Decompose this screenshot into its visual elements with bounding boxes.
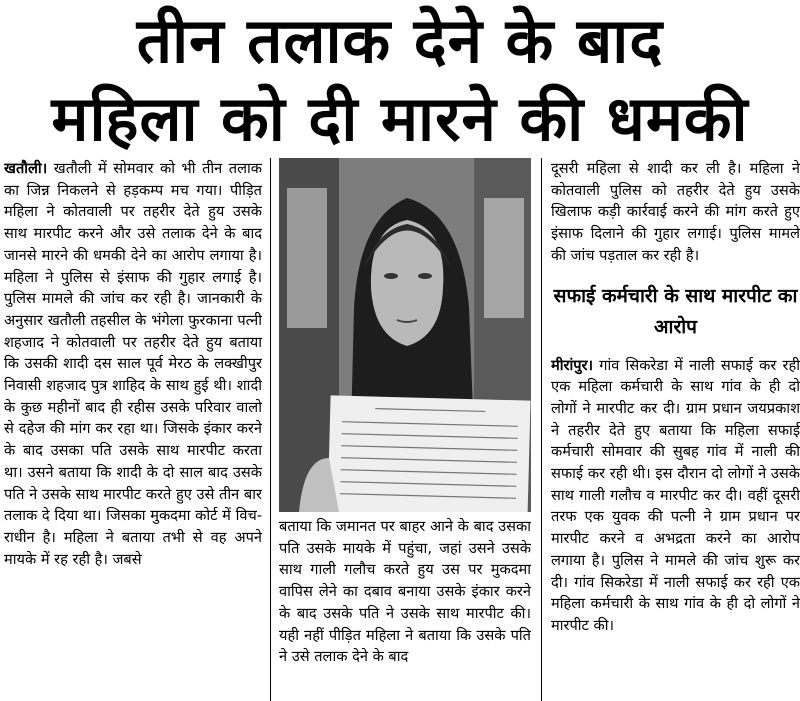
headline-line-1: तीन तलाक देने के बाद [136,4,664,77]
story-column-3 [551,158,800,701]
story-column-1 [4,158,262,701]
news-photo [279,158,531,512]
story-column-2 [279,516,531,701]
dateline: खतौली। [4,160,48,177]
story-body-part-2: बताया कि जमानत पर बाहर आने के बाद उसका पति उसके मायके में पहुंचा, जहां उसने उसके साथ गाली गलौच करते हुय उस पर मुकदमा वापिस लेने का दबाव बनाया उसके इंकार करने के बाद उसके पति ने उसके साथ मारपीट की। यही नहीं पीड़ित महिला ने बताया कि उसके पति ने उसे तलाक देने के बाद [279,518,531,666]
story-body-part-1: खतौली में सोमवार को भी तीन तलाक का जिन्न निकलने से हड़कम्प मच गया। पीड़ित महिला ने कोतवाली पर तहरीर देते हुय उसके साथ मारपीट करने और उसे तलाक देने के बाद जानसे मारने की धमकी देने का आरोप लगाया है। महिला ने पुलिस से इंसाफ की गुहार लगाई है। पुलिस मामले की जांच कर रही है। जानकारी के अनुसार खतौली तहसील के भंगेला फुरकाना पत्नी शहजाद ने कोतवाली पर तहरीर देते हुय बताया कि उसकी शादी दस साल पूर्व मेरठ के लक्खीपुर निवासी शहजाद पुत्र शाहिद के साथ हुई थी। शादी के कुछ महीनों बाद ही रहीस उसके परिवार वालो से दहेज की मांग कर रहा था। जिसके इंकार करने के बाद उसका पति उसके साथ मारपीट करता था। उसने बताया कि शादी के दो साल बाद उसके पति ने उसके साथ मारपीट करते हुए उसे तीन बार तलाक दे दिया था। जिसका मुकदमा कोर्ट में विच-राधीन है। महिला ने बताया तभी से वह अपने मायके में रह रही है। जबसे [4,160,262,568]
story2-dateline: मीरांपुर। [551,356,594,374]
story2-body: गांव सिकरेडा में नाली सफाई कर रही एक महिला कर्मचारी के साथ गांव के ही दो लोगों ने मारपीट कर दी। ग्राम प्रधान जयप्रकाश ने तहरीर देते हुए बताया कि महिला सफाई कर्मचारी सोमवार की सुबह गांव में नाली की सफाई कर रही थी। इस दौरान दो लोगों ने उसके साथ गाली गलौच व मारपीट कर दी। वहीं दूसरी तरफ एक युवक की पत्नी ने ग्राम प्रधान पर मारपीट करने व अभद्रता करने का आरोप लगाया है। पुलिस ने मामले की जांच शुरू कर दी। गांव सिकरेडा में नाली सफाई कर रही एक महिला कर्मचारी के साथ गांव के ही दो लोगों ने मारपीट की। [551,356,800,634]
woman-holding-complaint-photo [279,158,531,512]
headline-line-2: महिला को दी मारने की धमकी [51,82,749,155]
column-divider-right [541,158,542,701]
column-divider-left [270,158,271,701]
story-body-part-3: दूसरी महिला से शादी कर ली है। महिला ने कोतवाली पुलिस को तहरीर देते हुय उसके खिलाफ कड़ी कार्रवाई करने की मांग करते हुए इंसाफ दिलाने की गुहार लगाई। पुलिस मामले की जांच पड़ताल कर रही है। [551,160,800,264]
story2-headline: सफाई कर्मचारी के साथ मारपीट का आरोप [553,284,798,338]
